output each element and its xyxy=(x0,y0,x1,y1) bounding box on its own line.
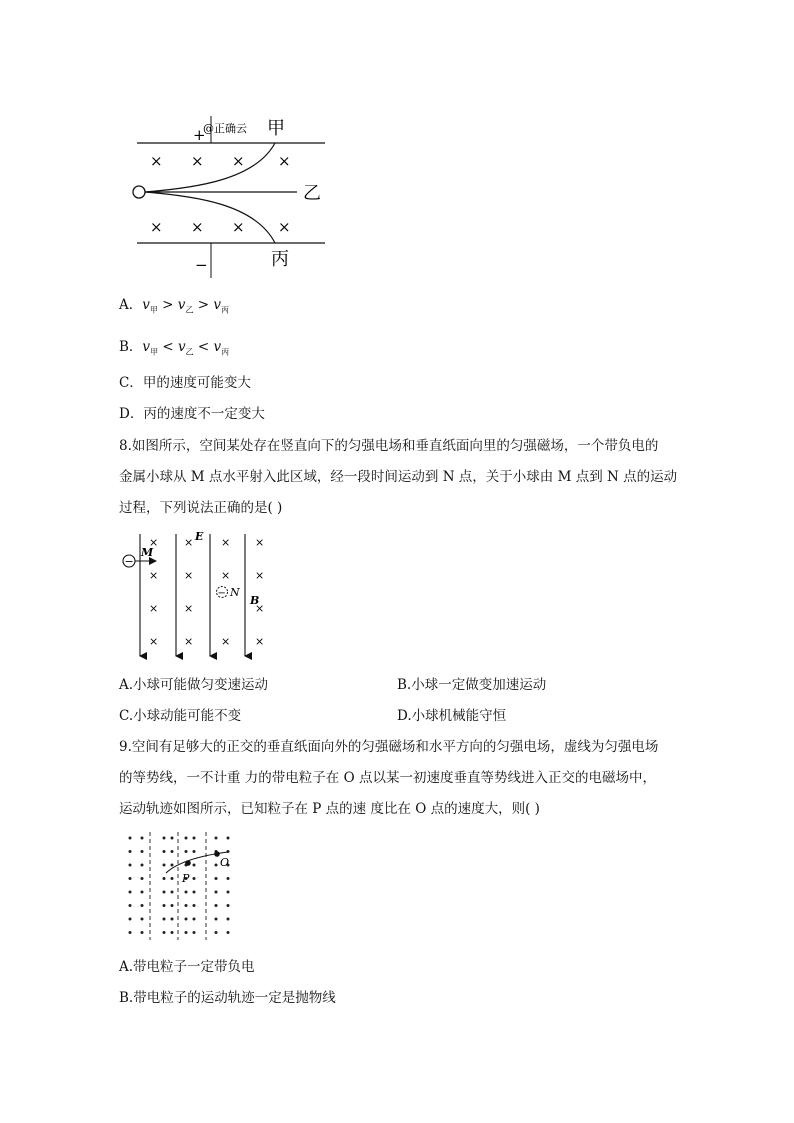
q9-field-dot xyxy=(215,891,218,894)
q8-cross: × xyxy=(149,635,159,648)
q9-label-o: O xyxy=(220,856,230,869)
q9-field-dot xyxy=(141,837,144,840)
q9-field-dot xyxy=(141,931,144,934)
q7-label-yi: 乙 xyxy=(303,183,321,204)
q7-source-circle xyxy=(133,186,145,198)
q7-watermark: @正确云 xyxy=(203,122,247,135)
q7-cross: × xyxy=(232,152,245,170)
q9-field-dot xyxy=(193,931,196,934)
q9-field-dot xyxy=(163,837,166,840)
q7-path-jia xyxy=(145,143,275,192)
q9-field-dot xyxy=(141,877,144,880)
q9-option-b: B.带电粒子的运动轨迹一定是抛物线 xyxy=(119,990,336,1006)
q9-field-dot xyxy=(227,931,230,934)
q9-field-dot xyxy=(193,918,196,921)
q9-field-dot xyxy=(227,877,230,880)
q9-field-dot xyxy=(185,837,188,840)
q8-ball-n-sign: − xyxy=(217,588,226,599)
q9-field-dot xyxy=(193,877,196,880)
q8-label-e: E xyxy=(195,530,204,543)
q8-option-a: A.小球可能做匀变速运动 xyxy=(119,677,269,693)
q8-ball-sign: − xyxy=(124,555,134,568)
q8-label-b: B xyxy=(250,594,260,607)
q7-figure-svg xyxy=(125,108,335,283)
q9-field-dot xyxy=(163,864,166,867)
q9-field-dots xyxy=(129,837,230,935)
q9-field-dot xyxy=(171,877,174,880)
q9-field-dot xyxy=(193,864,196,867)
q8-cross: × xyxy=(184,602,194,615)
q8-cross: × xyxy=(184,635,194,648)
option-prefix: A． xyxy=(119,297,143,313)
q7-label-bing: 丙 xyxy=(271,249,289,270)
q8-stem-line-3: 过程，下列说法正确的是( ) xyxy=(119,500,283,516)
q9-field-dot xyxy=(171,904,174,907)
q8-cross: × xyxy=(184,536,194,549)
q9-field-dot xyxy=(129,904,132,907)
q9-field-dot xyxy=(171,837,174,840)
q9-field-dot xyxy=(227,837,230,840)
q9-field-dot xyxy=(163,918,166,921)
q9-field-dot xyxy=(129,864,132,867)
q9-stem-line-1: 9.空间有足够大的正交的垂直纸面向外的匀强磁场和水平方向的匀强电场，虚线为匀强电场 xyxy=(119,739,659,755)
q9-field-dot xyxy=(185,931,188,934)
q9-field-dot xyxy=(215,931,218,934)
q9-stem-line-2: 的等势线，一不计重 力的带电粒子在 O 点以某一初速度垂直等势线进入正交的电磁场中， xyxy=(119,770,656,786)
q9-field-dot xyxy=(141,850,144,853)
q8-figure-svg xyxy=(118,530,278,660)
q7-cross: × xyxy=(278,218,291,236)
q9-field-dot xyxy=(163,931,166,934)
q9-figure-svg xyxy=(120,830,238,942)
q9-field-dot xyxy=(163,891,166,894)
q9-field-dot xyxy=(129,850,132,853)
option-prefix: B． xyxy=(119,339,143,355)
q9-field-dot xyxy=(185,904,188,907)
q8-cross: × xyxy=(149,536,159,549)
q9-field-dot xyxy=(185,891,188,894)
q8-stem-line-1: 8.如图所示，空间某处存在竖直向下的匀强电场和垂直纸面向里的匀强磁场，一个带负电的 xyxy=(119,438,659,454)
q9-field-dot xyxy=(185,918,188,921)
q8-cross: × xyxy=(255,569,265,582)
q9-field-dot xyxy=(129,918,132,921)
q9-field-dot xyxy=(193,850,196,853)
q9-field-dot xyxy=(171,891,174,894)
q7-option-a: A．$v_甲 > v_乙 > v_丙$ xyxy=(119,297,229,315)
q7-path-bing xyxy=(145,192,275,243)
q8-cross: × xyxy=(255,536,265,549)
q8-cross: × xyxy=(221,569,231,582)
q9-field-dot xyxy=(141,904,144,907)
q7-option-d: D．丙的速度不一定变大 xyxy=(119,406,265,422)
q8-option-c: C.小球动能可能不变 xyxy=(119,708,242,724)
q9-field-dot xyxy=(171,850,174,853)
q9-label-p: P xyxy=(182,872,190,885)
q9-field-dot xyxy=(185,850,188,853)
q8-label-n: N xyxy=(230,586,240,599)
q9-field-dot xyxy=(215,877,218,880)
q7-cross: × xyxy=(191,152,204,170)
q9-field-dot xyxy=(129,877,132,880)
q9-field-dot xyxy=(163,877,166,880)
q9-field-dot xyxy=(227,904,230,907)
q8-cross: × xyxy=(149,602,159,615)
q9-field-dot xyxy=(171,864,174,867)
q7-label-jia: 甲 xyxy=(267,118,285,139)
q8-figure xyxy=(118,530,278,660)
q8-cross: × xyxy=(221,635,231,648)
q7-minus-sign: − xyxy=(195,256,208,274)
q9-field-dot xyxy=(171,931,174,934)
q9-point-o xyxy=(214,851,220,857)
q8-cross: × xyxy=(149,569,159,582)
q9-field-dot xyxy=(163,850,166,853)
q9-stem-line-3: 运动轨迹如图所示，已知粒子在 P 点的速 度比在 O 点的速度大，则( ) xyxy=(119,801,540,817)
q9-field-dot xyxy=(227,891,230,894)
q7-cross: × xyxy=(150,152,163,170)
q9-field-dot xyxy=(215,864,218,867)
q9-field-dot xyxy=(141,918,144,921)
q9-field-dot xyxy=(129,837,132,840)
q7-figure xyxy=(125,108,335,283)
q8-option-b: B.小球一定做变加速运动 xyxy=(397,677,547,693)
q9-field-dot xyxy=(171,918,174,921)
q7-option-b: B．$v_甲 < v_乙 < v_丙$ xyxy=(119,339,230,357)
q9-figure xyxy=(120,830,238,942)
q9-field-dot xyxy=(163,904,166,907)
q9-field-dot xyxy=(193,904,196,907)
q9-field-dot xyxy=(193,891,196,894)
q9-field-dot xyxy=(215,904,218,907)
q9-field-dot xyxy=(129,931,132,934)
q8-cross: × xyxy=(255,602,265,615)
q9-field-dot xyxy=(129,891,132,894)
q8-option-d: D.小球机械能守恒 xyxy=(397,708,507,724)
q7-option-c: C．甲的速度可能变大 xyxy=(119,375,251,391)
q8-label-m: M xyxy=(141,546,154,559)
q7-cross: × xyxy=(278,152,291,170)
q9-field-dot xyxy=(215,837,218,840)
q9-field-dot xyxy=(141,891,144,894)
q8-cross: × xyxy=(184,569,194,582)
q7-cross: × xyxy=(150,218,163,236)
q8-cross: × xyxy=(221,536,231,549)
q9-point-p xyxy=(185,860,191,866)
q7-cross: × xyxy=(191,218,204,236)
q9-field-dot xyxy=(227,918,230,921)
q8-stem-line-2: 金属小球从 M 点水平射入此区域，经一段时间运动到 N 点，关于小球由 M 点到 N 点的运动 xyxy=(119,469,678,485)
q7-cross: × xyxy=(232,218,245,236)
q9-field-dot xyxy=(141,864,144,867)
q9-option-a: A.带电粒子一定带负电 xyxy=(119,959,255,975)
q7-plus-sign: + xyxy=(193,126,206,144)
q9-field-dot xyxy=(193,837,196,840)
q8-cross: × xyxy=(255,635,265,648)
q9-field-dot xyxy=(215,918,218,921)
